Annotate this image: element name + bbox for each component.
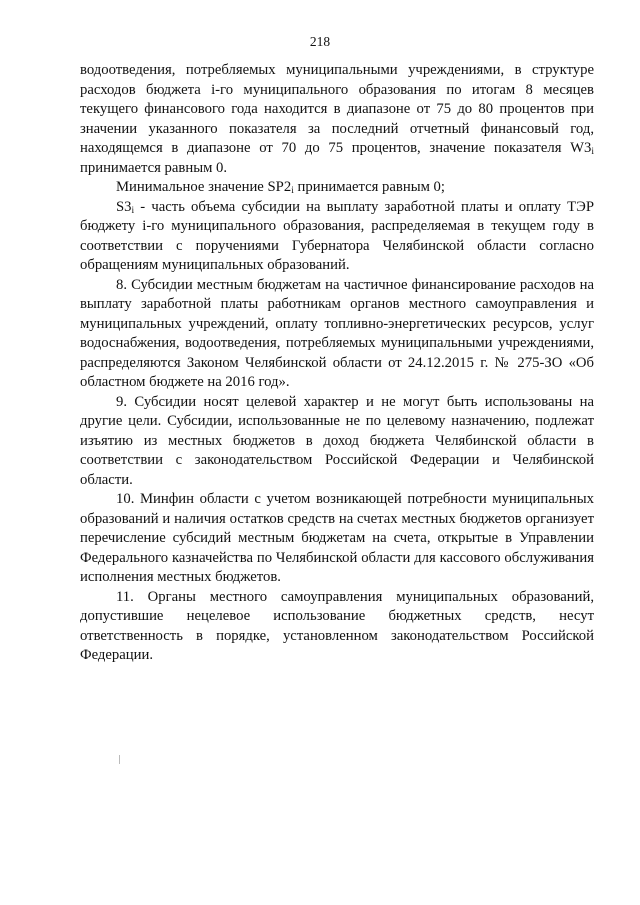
page-number: 218	[309, 34, 331, 49]
text-run: принимается равным 0;	[293, 179, 445, 195]
paragraph-continuation	[80, 61, 594, 178]
text-run: Минимальное значение SP2	[116, 179, 292, 195]
paragraph-s3-definition	[80, 198, 594, 276]
paragraph-item-8: 8. Субсидии местным бюджетам на частичное финансирование расходов на выплату заработной платы работникам органов местного самоуправления и муниципальных учреждений, оплату топливно-энергетических ресурсов, услуг водоснабжения, водоотведения, потребляемых муниципальными учреждениями, распределяются Законом Челябинской области от 24.12.2015 г. № 275-ЗО «Об областном бюджете на 2016 год».	[80, 276, 594, 390]
text-run: водоотведения, потребляемых муниципальными учреждениями, в структуре расходов бюджета i-го муниципального образования по итогам 8 месяцев текущего финансового года находится в диапазоне от 75 до 80 процентов при значении указанного показателя за последний отчетный финансовый год, находящемся в диапазоне от 70 до 75 процентов, значение показателя W3	[80, 62, 594, 156]
subscript-index: i	[591, 147, 594, 157]
paragraph-min-value	[80, 178, 594, 198]
text-run: - часть объема субсидии на выплату заработной платы и оплату ТЭР бюджету i-го муниципального образования, распределяемая в текущем году в соответствии с поручениями Губернатора Челябинской области согласно обращениям муниципальных образований.	[80, 198, 594, 273]
subscript-index: i	[291, 186, 294, 196]
paragraph-item-10: 10. Минфин области с учетом возникающей потребности муниципальных образований и наличия остатков средств на счетах местных бюджетов организует перечисление субсидий местным бюджетам на счета, открытые в Управлении Федерального казначейства по Челябинской области для кассового обслуживания исполнения местных бюджетов.	[80, 491, 594, 585]
text-run: S3	[116, 198, 132, 215]
subscript-index: i	[131, 205, 135, 216]
paragraph-item-11: 11. Органы местного самоуправления муниципальных образований, допустившие нецелевое использование бюджетных средств, несут ответственность в порядке, установленном законодательством Российской Федерации.	[80, 588, 594, 663]
document-body	[80, 61, 594, 666]
scan-margin-mark	[119, 755, 120, 764]
text-run: принимается равным 0.	[80, 159, 228, 176]
paragraph-item-9: 9. Субсидии носят целевой характер и не могут быть использованы на другие цели. Субсидии, использованные не по целевому назначению, подлежат изъятию из местных бюджетов в доход бюджета Челябинской области в соответствии с законодательством Российской Федерации и Челябинской области.	[80, 393, 594, 488]
